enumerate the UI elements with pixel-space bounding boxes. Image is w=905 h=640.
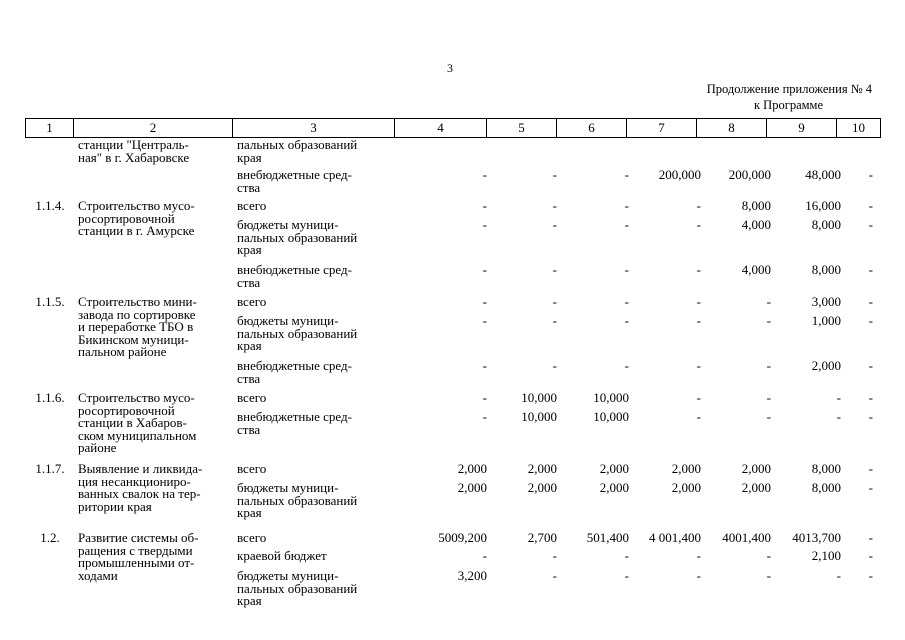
cell-col-9: 2,000 [811,358,841,373]
cell-col-4: 3,200 [457,568,487,583]
cell-col-9: 8,000 [811,262,841,277]
cell-col-7: - [696,568,701,583]
cell-col-1: 1.1.6. [35,390,65,405]
cell-col-10: - [868,358,873,373]
cell-col-10: - [868,294,873,309]
cell-col-9: 1,000 [811,313,841,328]
cell-col-1: 1.1.5. [35,294,65,309]
column-header: 5 [487,119,557,138]
cell-col-8: 2,000 [741,480,771,495]
cell-col-6: 10,000 [593,390,629,405]
cell-col-10: - [868,198,873,213]
cell-col-4: 2,000 [457,480,487,495]
column-header: 3 [233,119,395,138]
cell-col-7: - [696,409,701,424]
cell-col-3: пальных образований края [237,137,358,165]
column-header-row [26,119,881,138]
cell-col-5: - [552,217,557,232]
cell-col-2: Выявление и ликвида- ция несанкциониро- ванных свалок на тер- ритории края [78,461,203,514]
cell-col-5: 2,000 [527,461,557,476]
cell-col-8: - [766,313,771,328]
cell-col-1: 1.2. [40,530,60,545]
cell-col-8: - [766,548,771,563]
cell-col-3: всего [237,461,267,476]
cell-col-8: - [766,568,771,583]
cell-col-2: Строительство мусо- росортировочной станции в Хабаров- ском муниципальном районе [78,390,197,455]
column-header: 6 [557,119,627,138]
cell-col-7: - [696,198,701,213]
cell-col-3: краевой бюджет [237,548,327,563]
cell-col-3: всего [237,198,267,213]
cell-col-3: внебюджетные сред- ства [237,409,352,437]
cell-col-9: - [836,409,841,424]
cell-col-10: - [868,313,873,328]
cell-col-4: - [482,217,487,232]
cell-col-4: - [482,198,487,213]
cell-col-6: - [624,198,629,213]
cell-col-9: 8,000 [811,461,841,476]
cell-col-2: Строительство мини- завода по сортировке и переработке ТБО в Бикинском муници- пальном районе [78,294,197,359]
cell-col-9: 2,100 [811,548,841,563]
cell-col-8: - [766,390,771,405]
cell-col-9: 4013,700 [792,530,841,545]
cell-col-9: 48,000 [805,167,841,182]
cell-col-2: станции "Централь- ная" в г. Хабаровске [78,137,190,165]
cell-col-6: - [624,262,629,277]
cell-col-7: - [696,548,701,563]
cell-col-6: - [624,358,629,373]
column-header: 7 [627,119,697,138]
cell-col-5: - [552,198,557,213]
cell-col-6: 2,000 [599,480,629,495]
cell-col-5: - [552,568,557,583]
cell-col-4: - [482,548,487,563]
cell-col-4: 5009,200 [438,530,487,545]
cell-col-5: - [552,294,557,309]
cell-col-6: - [624,217,629,232]
cell-col-9: 3,000 [811,294,841,309]
cell-col-3: бюджеты муници- пальных образований края [237,313,358,353]
cell-col-3: внебюджетные сред- ства [237,262,352,290]
table-row [25,360,880,392]
cell-col-5: - [552,358,557,373]
page-number: 3 [447,61,453,75]
cell-col-6: - [624,294,629,309]
cell-col-7: - [696,358,701,373]
cell-col-4: - [482,409,487,424]
column-header: 8 [697,119,767,138]
cell-col-5: 10,000 [521,390,557,405]
cell-col-10: - [868,262,873,277]
cell-col-3: всего [237,390,267,405]
cell-col-1: 1.1.4. [35,198,65,213]
column-header: 1 [26,119,74,138]
cell-col-10: - [868,568,873,583]
column-header: 10 [837,119,881,138]
cell-col-5: - [552,313,557,328]
cell-col-8: 200,000 [728,167,771,182]
table-row [25,169,880,200]
cell-col-8: 2,000 [741,461,771,476]
cell-col-8: - [766,358,771,373]
column-header: 9 [767,119,837,138]
table-row [25,570,880,610]
table-body [25,139,880,610]
cell-col-10: - [868,548,873,563]
table-row [25,315,880,360]
cell-col-2: Строительство мусо- росортировочной станции в г. Амурске [78,198,195,238]
appendix-subtitle: к Программе [753,98,823,112]
cell-col-7: - [696,313,701,328]
cell-col-3: бюджеты муници- пальных образований края [237,480,358,520]
cell-col-9: 16,000 [805,198,841,213]
cell-col-3: внебюджетные сред- ства [237,358,352,386]
cell-col-7: 4 001,400 [649,530,701,545]
cell-col-5: 2,700 [527,530,557,545]
cell-col-8: 4,000 [741,217,771,232]
table-row [25,482,880,532]
column-header: 4 [395,119,487,138]
cell-col-8: - [766,294,771,309]
appendix-title: Продолжение приложения № 4 [706,82,872,96]
table-row [25,219,880,264]
cell-col-5: 10,000 [521,409,557,424]
cell-col-5: - [552,167,557,182]
cell-col-6: - [624,568,629,583]
cell-col-9: - [836,568,841,583]
cell-col-2: Развитие системы об- ращения с твердыми промышленными от- ходами [78,530,199,583]
cell-col-7: - [696,262,701,277]
cell-col-3: внебюджетные сред- ства [237,167,352,195]
cell-col-9: - [836,390,841,405]
cell-col-10: - [868,217,873,232]
cell-col-3: всего [237,294,267,309]
cell-col-3: всего [237,530,267,545]
cell-col-6: - [624,313,629,328]
cell-col-7: 2,000 [671,461,701,476]
cell-col-7: - [696,390,701,405]
cell-col-7: - [696,294,701,309]
cell-col-6: 10,000 [593,409,629,424]
cell-col-10: - [868,390,873,405]
cell-col-4: - [482,358,487,373]
cell-col-9: 8,000 [811,217,841,232]
cell-col-4: 2,000 [457,461,487,476]
column-header: 2 [74,119,233,138]
cell-col-9: 8,000 [811,480,841,495]
table-row [25,411,880,463]
cell-col-6: 2,000 [599,461,629,476]
cell-col-6: - [624,167,629,182]
table-row [25,264,880,296]
cell-col-7: 2,000 [671,480,701,495]
cell-col-4: - [482,167,487,182]
cell-col-5: 2,000 [527,480,557,495]
cell-col-3: бюджеты муници- пальных образований края [237,568,358,608]
cell-col-1: 1.1.7. [35,461,65,476]
cell-col-6: - [624,548,629,563]
cell-col-10: - [868,167,873,182]
cell-col-3: бюджеты муници- пальных образований края [237,217,358,257]
table-row [25,550,880,570]
column-header-table [25,118,881,138]
cell-col-6: 501,400 [586,530,629,545]
cell-col-8: - [766,409,771,424]
cell-col-8: 4001,400 [722,530,771,545]
cell-col-5: - [552,548,557,563]
table-row [25,139,880,169]
cell-col-5: - [552,262,557,277]
cell-col-8: 8,000 [741,198,771,213]
cell-col-4: - [482,262,487,277]
cell-col-10: - [868,409,873,424]
cell-col-4: - [482,313,487,328]
cell-col-8: 4,000 [741,262,771,277]
cell-col-10: - [868,461,873,476]
cell-col-4: - [482,390,487,405]
cell-col-10: - [868,480,873,495]
cell-col-7: 200,000 [658,167,701,182]
cell-col-7: - [696,217,701,232]
cell-col-10: - [868,530,873,545]
cell-col-4: - [482,294,487,309]
